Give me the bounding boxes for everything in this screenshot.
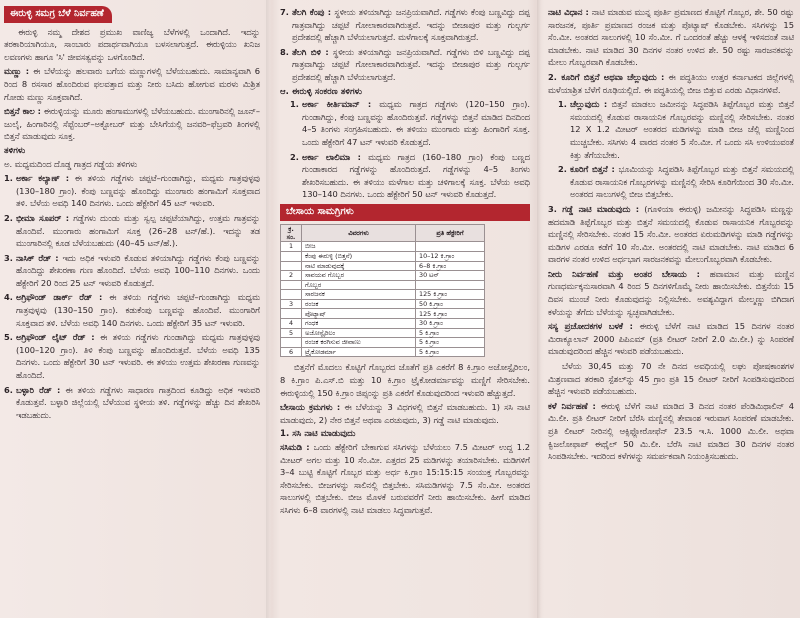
table-cell — [416, 242, 485, 252]
table-cell: 4 — [281, 319, 302, 329]
nursery-text: ಒಂದು ಹೆಕ್ಟೇರಿಗೆ ಬೇಕಾಗುವ ಸಸಿಗಳನ್ನು ಬೆಳೆಯಲು 7.5 ಮೀಟರ್ ಉದ್ದ 1.2 ಮೀಟರ್ ಅಗಲ ಮತ್ತು 10 ಸೆಂ.ಮೀ. ಎತ್ತರದ 25 ಮಡಿಗಳನ್ನು ತಯಾರಿಸಬೇಕು. ಮಡಿಗಳಿಗೆ 3–4 ಬುಟ್ಟಿ ಕೊಟ್ಟಿಗೆ ಗೊಬ್ಬರ ಮತ್ತು ಅರ್ಧ ಕಿ.ಗ್ರಾಂ 15:15:15 ಸಂಯುಕ್ತ ಗೊಬ್ಬರವನ್ನು ಸೇರಿಸಬೇಕು. ಬೀಜಗಳನ್ನು ಸಾಲಿನಲ್ಲಿ ಬಿತ್ತಬೇಕು. ಸಸಿಮಡಿಗಳನ್ನು 7.5 ಸೆಂ.ಮೀ. ಅಂತರದ ಸಾಲುಗಳಲ್ಲಿ ಬಿತ್ತಬೇಕು. ಬೀಜ ಮೊಳಕೆ ಬರುವವರೆಗೆ ನೀರು ಹಾಯಿಸಬೇಕು. ಹೀಗೆ ಮಾಡಿದ ಸಸಿಗಳು 6–8 ವಾರಗಳಲ್ಲಿ ನಾಟಿ ಮಾಡಲು ಸಿದ್ಧವಾಗುತ್ತವೆ. — [280, 442, 530, 515]
variety-num: 3. — [4, 252, 13, 263]
table-cell: ಗೊಬ್ಬರ — [302, 280, 416, 290]
table-row — [281, 280, 485, 290]
methods-text: ಈ ಬೆಳೆಯನ್ನು 3 ವಿಧಗಳಲ್ಲಿ ಬಿತ್ತನೆ ಮಾಡಬಹುದು. 1) ಸಸಿ ನಾಟಿ ಮಾಡುವುದು, 2) ನೇರ ಬಿತ್ತನೆ ಅಥವಾ ಎರಚುವುದು, 3) ಗಡ್ಡೆ ನಾಟಿ ಮಾಡುವುದು. — [280, 402, 530, 425]
table-cell: 5 ಕಿ.ಗ್ರಾಂ — [416, 347, 485, 357]
table-row — [281, 242, 485, 252]
column-3 — [548, 6, 794, 612]
variety-num: 4. — [4, 292, 13, 303]
materials-table-body — [281, 242, 485, 357]
varieties-heading: ತಳಿಗಳು — [4, 145, 26, 156]
transplant-text: ನಾಟಿ ಮಾಡುವ ಮುನ್ನ ಪೂರ್ತಿ ಪ್ರಮಾಣದ ಕೊಟ್ಟಿಗೆ ಗೊಬ್ಬರ, ಶೇ. 50 ರಷ್ಟು ಸಾರಜನಕ, ಪೂರ್ತಿ ಪ್ರಮಾಣದ ರಂಜಕ ಮತ್ತು ಪೊಟ್ಯಾಷ್ ಕೊಡಬೇಕು. ಸಸಿಗಳನ್ನು 15 ಸೆಂ.ಮೀ. ಅಂತರದ ಸಾಲುಗಳಲ್ಲಿ 10 ಸೆಂ.ಮೀ. ಗೆ ಒಂದರಂತೆ ಹೆಚ್ಚು ಆಳಕ್ಕೆ ಇಳಿಸದಂತೆ ನಾಟಿ ಮಾಡಬೇಕು. ನಾಟಿ ಮಾಡಿದ 30 ದಿನಗಳ ನಂತರ ಉಳಿದ ಶೇ. 50 ರಷ್ಟು ಸಾರಜನಕವನ್ನು ಮೇಲು ಗೊಬ್ಬರವಾಗಿ ಕೊಡಬೇಕು. — [548, 7, 794, 68]
sowing-item-text: ಭೂಮಿಯನ್ನು ಸಿದ್ಧಪಡಿಸಿ ತಿಪ್ಪೆಗೊಬ್ಬರ ಮತ್ತು ಬಿತ್ತನೆ ಸಮಯದಲ್ಲಿ ಕೊಡುವ ರಾಸಾಯನಿಕ ಗೊಬ್ಬರಗಳನ್ನು ಮಣ್ಣಿನಲ್ಲಿ ಸೇರಿಸಿ ಕೂರಿಗೆಯಿಂದ 30 ಸೆಂ.ಮೀ. ಅಂತರದ ಸಾಲುಗಳಲ್ಲಿ ಬೀಜ ಬಿತ್ತಬೇಕು. — [569, 164, 794, 200]
variety-item — [4, 172, 260, 210]
varieties-subheading: ಅ. ಮಧ್ಯಮದಿಂದ ದೊಡ್ಡ ಗಾತ್ರದ ಗಡ್ಡೆಯ ತಳಿಗಳು — [4, 158, 138, 169]
table-cell — [281, 251, 302, 261]
variety-num: 8. — [280, 46, 289, 57]
sowing-section — [548, 71, 794, 96]
table-cell — [281, 309, 302, 319]
variety-text: ಗಡ್ಡೆಗಳು ದುಂಡು ಮತ್ತು ಸ್ವಲ್ಪ ಚಪ್ಪಟೆಯಾಗಿದ್ದು, ಉತ್ತಮ ಗಾತ್ರವನ್ನು ಹೊಂದಿವೆ. ಮುಂಗಾರು ಹಂಗಾಮಿಗೆ ಸೂಕ್ತ (26–28 ಟನ್/ಹೆ.). ಇದನ್ನು ತಡ ಮುಂಗಾರಿನಲ್ಲಿ ಕೂಡ ಬೆಳೆಯಬಹುದು (40–45 ಟನ್/ಹೆ.). — [15, 212, 260, 249]
sowing-name: ಕೂರಿಗೆ ಬಿತ್ತನೆ : — [569, 164, 615, 175]
table-cell: 125 ಕಿ.ಗ್ರಾಂ — [416, 290, 485, 300]
variety-text: ಈ ತಳಿಯ ಗಡ್ಡೆಗಳು ಚಪ್ಪಟೆ–ಗುಂಡಾಗಿದ್ದು, ಮಧ್ಯಮ ಗಾತ್ರವುಳ್ಳವು (130–180 ಗ್ರಾಂ). ಕೆಂಪು ಬಣ್ಣವನ್ನು ಹೊಂದಿದ್ದು ಮುಂಗಾರು ಹಂಗಾಮಿಗೆ ಸೂಕ್ತವಾದ ತಳಿ. ಬೆಳೆಯ ಅವಧಿ 140 ದಿನಗಳು. ಒಂದು ಹೆಕ್ಟೇರಿಗೆ 45 ಟನ್ ಇಳುವರಿ. — [15, 173, 260, 209]
table-cell: 1 — [281, 242, 302, 252]
bulb-planting-text: (ಗೂಳಿಯಾ ಈರುಳ್ಳಿ) ಜಮೀನನ್ನು ಸಿದ್ಧಪಡಿಸಿ ಮಣ್ಣನ್ನು ಹದಮಾಡಿ ತಿಪ್ಪೆಗೊಬ್ಬರ ಮತ್ತು ಬಿತ್ತನೆ ಸಮಯದಲ್ಲಿ ಕೊಡುವ ರಾಸಾಯನಿಕ ಗೊಬ್ಬರವನ್ನು ಮಣ್ಣಿನಲ್ಲಿ ಸೇರಿಸಬೇಕು. ನಂತರ 15 ಸೆಂ.ಮೀ. ಅಂತರದ ಏರುಮಡಿಗಳನ್ನು ಮಾಡಿ ಗಡ್ಡೆಗಳನ್ನು ಮಡಿಗಳ ಎರಡೂ ಕಡೆಗೆ 10 ಸೆಂ.ಮೀ. ಅಂತರದಲ್ಲಿ ನಾಟಿ ಮಾಡಬೇಕು. ನಾಟಿ ಮಾಡಿದ 6 ವಾರಗಳ ನಂತರ ಉಳಿದ ಅರ್ಧಭಾಗ ಸಾರಜನಕವನ್ನು ಮೇಲುಗೊಬ್ಬರವಾಗಿ ಕೊಡಬೇಕು. — [548, 203, 794, 265]
soil-label: ಮಣ್ಣು : — [4, 66, 30, 77]
variety-text: ಸ್ಥಳೀಯ ತಳಿಯಾಗಿದ್ದು ಜನಪ್ರಿಯವಾಗಿದೆ. ಗಡ್ಡೆಗಳು ಬಿಳಿ ಬಣ್ಣವಿದ್ದು ದಪ್ಪ ಗಾತ್ರವಾಗಿದ್ದು ಚಪ್ಪಟೆ ಗೋಲಾಕಾರವಾಗಿರುತ್ತವೆ. ಇದನ್ನು ಬೀಜಾಪುರ ಮತ್ತು ಗುಲ್ಬರ್ಗ ಪ್ರದೇಶದಲ್ಲಿ ಹೆಚ್ಚಾಗಿ ಬೆಳೆಯಲಾಗುತ್ತದೆ. — [291, 46, 530, 82]
table-cell: ಟ್ರೈಕೋಡರ್ಮಾ — [302, 347, 416, 357]
variety-name: ಅಗ್ರಿಫೌಂಡ್ ಲೈಟ್ ರೆಡ್ : — [15, 332, 95, 343]
nursery-paragraph — [280, 441, 530, 517]
soil-paragraph — [4, 65, 260, 103]
variety-num: 7. — [280, 7, 289, 17]
table-cell — [281, 338, 302, 348]
table-row — [281, 328, 485, 338]
sowing-num: 1. — [558, 99, 567, 110]
table-cell — [281, 280, 302, 290]
table-cell: 30 ಕಿ.ಗ್ರಾಂ — [416, 319, 485, 329]
transplant-paragraph — [548, 6, 794, 69]
variety-num: 2. — [4, 212, 13, 223]
table-cell: 10–12 ಕಿ.ಗ್ರಾಂ — [416, 251, 485, 261]
variety-name: ಭೀಮಾ ಸೂಪರ್ : — [15, 212, 70, 223]
variety-name: ನಾಸಿಕ್ ರೆಡ್ : — [15, 252, 59, 263]
hormone-section — [548, 320, 794, 358]
table-header-cell: ಕ್ರ. ಸಂ. — [281, 224, 302, 242]
table-row — [281, 347, 485, 357]
nursery-heading: 1. ಸಸಿ ನಾಟಿ ಮಾಡುವುದು — [280, 429, 356, 440]
variety-name: ಅರ್ಕಾ ಕಲ್ಯಾಣ್ : — [15, 173, 70, 184]
table-row — [281, 271, 485, 281]
sowing-item-text: ಬಿತ್ತನೆ ಮಾಡಲು ಜಮೀನನ್ನು ಸಿದ್ಧಪಡಿಸಿ ತಿಪ್ಪೆಗೊಬ್ಬರ ಮತ್ತು ಬಿತ್ತನೆ ಸಮಯದಲ್ಲಿ ಕೊಡುವ ರಾಸಾಯನಿಕ ಗೊಬ್ಬರವನ್ನು ಮಣ್ಣಿನಲ್ಲಿ ಸೇರಿಸಬೇಕು. ನಂತರ 12 X 1.2 ಮೀಟರ್ ಅಂತರದ ಮಡಿಗಳನ್ನು ಮಾಡಿ ಬೀಜ ಚೆಲ್ಲಿ ಮಣ್ಣಿನಿಂದ ಮುಚ್ಚಬೇಕು. ಸಸಿಗಳು 4 ವಾರದ ನಂತರ 5 ಸೆಂ.ಮೀ. ಗೆ ಒಂದು ಸಸಿ ಉಳಿಯುವಂತೆ ಕಿತ್ತು ತೆಗೆಯಬೇಕು. — [569, 99, 794, 160]
variety-item — [4, 291, 260, 329]
table-row — [281, 251, 485, 261]
table-cell: 30 ಟನ್ — [416, 271, 485, 281]
water-heading: ನೀರು ನಿರ್ವಹಣೆ ಮತ್ತು ಅಂತರ ಬೇಸಾಯ : — [548, 268, 700, 279]
sowing-heading: 2. ಕೂರಿಗೆ ಬಿತ್ತನೆ ಅಥವಾ ಚೆಲ್ಲುವುದು : — [548, 71, 665, 82]
hybrid-name: ಅರ್ಕಾ ಲಾಲಿಮಾ : — [301, 151, 361, 162]
table-header-cell: ಪ್ರತಿ ಹೆಕ್ಟೇರಿಗೆ — [416, 224, 485, 242]
table-cell: 125 ಕಿ.ಗ್ರಾಂ — [416, 309, 485, 319]
table-cell: 6 — [281, 347, 302, 357]
nursery-label: ಸಸಿಮಡಿ : — [280, 442, 310, 452]
hybrid-heading: ಆ. ಈರುಳ್ಳಿ ಸಂಕರಣ ತಳಿಗಳು — [280, 86, 363, 97]
hormone-paragraph-2: ಬೆಳೆಯ 30,45 ಮತ್ತು 70 ನೇ ದಿನದ ಅವಧಿಯಲ್ಲಿ ಲಘು ಪೋಷಕಾಂಶಗಳ ಮಿಶ್ರಣವಾದ ತರಕಾರಿ ಸ್ಪೆಶಲ್‌ನ್ನು 45 ಗ್ರಾಂ ಪ್ರತಿ 15 ಲೀಟರ್ ನೀರಿಗೆ ಸಿಂಪಡಿಸುವುದರಿಂದ ಹೆಚ್ಚಿನ ಇಳುವರಿ ಪಡೆಯಬಹುದು. — [548, 361, 794, 397]
column-2 — [280, 6, 530, 612]
variety-text: ಈ ತಳಿಯ ಗಡ್ಡೆಗಳು ಚಪ್ಪಟೆ–ಗುಂಡಾಗಿದ್ದು ಮಧ್ಯಮ ಗಾತ್ರವುಳ್ಳವು (130–150 ಗ್ರಾಂ). ಕಡುಕೆಂಪು ಬಣ್ಣವನ್ನು ಹೊಂದಿವೆ. ಮುಂಗಾರಿಗೆ ಸೂಕ್ತವಾದ ತಳಿ. ಬೆಳೆಯ ಅವಧಿ 140 ದಿನಗಳು. ಒಂದು ಹೆಕ್ಟೇರಿಗೆ 35 ಟನ್ ಇಳುವರಿ. — [15, 292, 260, 328]
fold-line-left — [266, 0, 270, 618]
materials-heading: ಬೇಸಾಯ ಸಾಮಗ್ರಿಗಳು — [280, 204, 530, 221]
table-cell: 5 ಕಿ.ಗ್ರಾಂ — [416, 338, 485, 348]
water-section — [548, 268, 794, 318]
hybrid-name: ಅರ್ಕಾ ಕೀರ್ತಿಮಾನ್ : — [301, 99, 372, 110]
hybrid-num: 1. — [290, 99, 299, 110]
variety-name: ಅಗ್ರಿಫೌಂಡ್ ಡಾರ್ಕ್ ರೆಡ್ : — [15, 292, 103, 303]
methods-label: ಬೇಸಾಯ ಕ್ರಮಗಳು : — [280, 402, 341, 413]
variety-text: ಈ ತಳಿಯ ಗಡ್ಡೆಗಳು ಗುಂಡಾಗಿದ್ದು ಮಧ್ಯಮ ಗಾತ್ರವುಳ್ಳವು (100–120 ಗ್ರಾಂ). ತಿಳಿ ಕೆಂಪು ಬಣ್ಣವನ್ನು ಹೊಂದಿರುತ್ತವೆ. ಬೆಳೆಯ ಅವಧಿ 135 ದಿನಗಳು. ಒಂದು ಹೆಕ್ಟೇರಿಗೆ 30 ಟನ್ ಇಳುವರಿ. ಈ ತಳಿಯು ಉತ್ತಮ ಶೇಖರಣಾ ಗುಣವನ್ನು ಹೊಂದಿದೆ. — [15, 332, 260, 381]
table-cell: ಸಾರಜನಕ — [302, 290, 416, 300]
table-cell: ನಾಟಿ ಮಾಡುವುದಕ್ಕೆ — [302, 261, 416, 271]
variety-item — [4, 212, 260, 250]
variety-name: ಬಳ್ಳಾರಿ ರೆಡ್ : — [15, 384, 61, 395]
weed-section — [548, 400, 794, 463]
bulb-planting-section — [548, 203, 794, 266]
season-paragraph — [4, 105, 260, 143]
table-cell: ಸಾವಯವ ಗೊಬ್ಬರ — [302, 271, 416, 281]
variety-num: 1. — [4, 173, 13, 184]
table-row — [281, 299, 485, 309]
table-row — [281, 290, 485, 300]
variety-name: ತೆಲಗಿ ಕೆಂಪು : — [291, 7, 332, 17]
variety-item — [280, 46, 530, 84]
sowing-item — [558, 163, 794, 201]
hybrid-num: 2. — [290, 151, 299, 162]
materials-table — [280, 224, 485, 358]
table-cell: ಕೆಂಪು ಈರುಳ್ಳಿ (ಬಿತ್ತನೆ) — [302, 251, 416, 261]
intro-paragraph: ಈರುಳ್ಳಿ ನಮ್ಮ ದೇಶದ ಪ್ರಮುಖ ವಾಣಿಜ್ಯ ಬೆಳೆಗಳಲ್ಲಿ ಒಂದಾಗಿದೆ. ಇದನ್ನು ತರಕಾರಿಯಾಗಿಯೂ, ಸಾಂಬಾರು ಪದಾರ್ಥವಾಗಿಯೂ ಬಳಸಲಾಗುತ್ತದೆ. ಈರುಳ್ಳಿಯು ಖನಿಜ ಲವಣಗಳು ಹಾಗೂ 'ಸಿ' ಜೀವಸತ್ವವನ್ನು ಒಳಗೊಂಡಿದೆ. — [4, 26, 260, 62]
variety-name: ತೆಲಗಿ ಬಿಳಿ : — [291, 46, 329, 57]
table-cell: ಅಜೋಸ್ಪೈರಿಲಂ — [302, 328, 416, 338]
table-cell — [281, 290, 302, 300]
variety-text: ಇದು ಅಧಿಕ ಇಳುವರಿ ಕೊಡುವ ತಳಿಯಾಗಿದ್ದು ಗಡ್ಡೆಗಳು ಕೆಂಪು ಬಣ್ಣವನ್ನು ಹೊಂದಿದ್ದು ಶೇಖರಣಾ ಗುಣ ಹೊಂದಿದೆ. ಬೆಳೆಯ ಅವಧಿ 100–110 ದಿನಗಳು. ಒಂದು ಹೆಕ್ಟೇರಿಗೆ 20 ರಿಂದ 25 ಟನ್ ಇಳುವರಿ ಕೊಡುತ್ತದೆ. — [15, 252, 260, 288]
weed-heading: ಕಳೆ ನಿರ್ವಹಣೆ : — [548, 400, 596, 411]
soil-text: ಈ ಬೆಳೆಯನ್ನು ಹಲವಾರು ಬಗೆಯ ಮಣ್ಣುಗಳಲ್ಲಿ ಬೆಳೆಯಬಹುದು. ಸಾಮಾನ್ಯವಾಗಿ 6 ರಿಂದ 8 ರಸಸಾರ ಹೊಂದಿರುವ ಫಲವತ್ತಾದ ಮತ್ತು ನೀರು ಬಸಿದು ಹೋಗುವ ಮರಳು ಮಿಶ್ರಿತ ಗೋಡು ಮಣ್ಣು ಸೂಕ್ತವಾಗಿದೆ. — [4, 66, 260, 102]
season-label: ಬಿತ್ತನೆ ಕಾಲ : — [4, 106, 41, 117]
sowing-item — [558, 98, 794, 161]
hormone-text: ಈರುಳ್ಳಿ ಬೆಳೆಗೆ ನಾಟಿ ಮಾಡಿದ 15 ದಿನಗಳ ನಂತರ ಮಿರಾಕ್ಯೂಲಾನ್ 2000 ಪಿಪಿಎಮ್ (ಪ್ರತಿ ಲೀಟರ್ ನೀರಿಗೆ 2.0 ಮಿ.ಲೀ.) ನ್ನು ಸಿಂಪರಣೆ ಮಾಡುವುದರಿಂದ ಹೆಚ್ಚಿನ ಇಳುವರಿ ಪಡೆಯಬಹುದು. — [548, 321, 794, 357]
table-cell: 6–8 ಕಿ.ಗ್ರಾಂ — [416, 261, 485, 271]
season-text: ಈರುಳ್ಳಿಯನ್ನು ಮೂರು ಹಂಗಾಮುಗಳಲ್ಲಿ ಬೆಳೆಯಬಹುದು. ಮುಂಗಾರಿನಲ್ಲಿ ಜೂನ್–ಜುಲೈ, ಹಿಂಗಾರಿನಲ್ಲಿ ಸೆಪ್ಟೆಂಬರ್–ಅಕ್ಟೋಬರ್ ಮತ್ತು ಬೇಸಿಗೆಯಲ್ಲಿ ಜನವರಿ–ಫೆಬ್ರವರಿ ತಿಂಗಳಲ್ಲಿ ಬಿತ್ತನೆ ಮಾಡುವುದು ಸೂಕ್ತ. — [4, 106, 260, 142]
variety-text: ಸ್ಥಳೀಯ ತಳಿಯಾಗಿದ್ದು ಜನಪ್ರಿಯವಾಗಿದೆ. ಗಡ್ಡೆಗಳು ಕೆಂಪು ಬಣ್ಣವಿದ್ದು ದಪ್ಪ ಗಾತ್ರವಾಗಿದ್ದು ಚಪ್ಪಟೆ ಗೋಲಾಕಾರವಾಗಿರುತ್ತವೆ. ಇದನ್ನು ಬೀಜಾಪುರ ಮತ್ತು ಗುಲ್ಬರ್ಗ ಪ್ರದೇಶದಲ್ಲಿ ಹೆಚ್ಚಾಗಿ ಬೆಳೆಯಲಾಗುತ್ತದೆ. ಮಳೆಗಾಲಕ್ಕೆ ಸೂಕ್ತವಾಗಿರುತ್ತದೆ. — [291, 7, 530, 43]
leaflet-title: ಈರುಳ್ಳಿ ಸಮಗ್ರ ಬೆಳೆ ನಿರ್ವಹಣೆ — [4, 6, 112, 23]
table-cell: ಬೀಜ — [302, 242, 416, 252]
sowing-num: 2. — [558, 164, 567, 175]
column-1 — [4, 6, 260, 612]
hybrid-text: ಮಧ್ಯಮ ಗಾತ್ರದ ಗಡ್ಡೆಗಳು (120–150 ಗ್ರಾಂ). ಗುಂಡಾಗಿದ್ದು, ಕೆಂಪು ಬಣ್ಣವನ್ನು ಹೊಂದಿರುತ್ತವೆ. ಗಡ್ಡೆಗಳನ್ನು ಬಿತ್ತನೆ ಮಾಡಿದ ದಿನದಿಂದ 4–5 ತಿಂಗಳು ಸಂಗ್ರಹಿಸಬಹುದು. ಈ ತಳಿಯು ಮುಂಗಾರು ಮತ್ತು ಹಿಂಗಾರಿಗೆ ಸೂಕ್ತ. ಒಂದು ಹೆಕ್ಟೇರಿಗೆ 47 ಟನ್ ಇಳುವರಿ ಕೊಡುತ್ತದೆ. — [301, 99, 530, 147]
table-cell: 5 ಕಿ.ಗ್ರಾಂ — [416, 328, 485, 338]
table-header-row — [281, 224, 485, 242]
table-cell: ಗಂಧಕ — [302, 319, 416, 329]
water-text: ಹವಾಮಾನ ಮತ್ತು ಮಣ್ಣಿನ ಗುಣಧರ್ಮಕ್ಕನುಸಾರವಾಗಿ 4 ರಿಂದ 5 ದಿನಗಳಿಗೊಮ್ಮೆ ನೀರು ಹಾಯಿಸಬೇಕು. ಬಿತ್ತನೆಯ 15 ದಿವಸ ಮುಂಚೆ ನೀರು ಕೊಡುವುದನ್ನು ನಿಲ್ಲಿಸಬೇಕು. ಅವಶ್ಯವಿದ್ದಾಗ ಮೇಲ್ಮಣ್ಣು ಬಿಗಿದಾಗ ಕಳೆಯನ್ನು ತೆಗೆದು ಬೆಳೆಯನ್ನು ಸ್ವಚ್ಛವಾಗಿಡಬೇಕು. — [548, 268, 794, 317]
table-cell: 5 — [281, 328, 302, 338]
methods-paragraph — [280, 401, 530, 426]
table-cell: 2 — [281, 271, 302, 281]
variety-item — [4, 384, 260, 422]
variety-item — [4, 331, 260, 381]
table-cell — [281, 261, 302, 271]
table-cell: 50 ಕಿ.ಗ್ರಾಂ — [416, 299, 485, 309]
table-cell — [416, 280, 485, 290]
variety-text: ಈ ತಳಿಯ ಗಡ್ಡೆಗಳು ಸಾಧಾರಣ ಗಾತ್ರದಿಂದ ಕೂಡಿದ್ದು ಅಧಿಕ ಇಳುವರಿ ಕೊಡುತ್ತವೆ. ಬಳ್ಳಾರಿ ಜಿಲ್ಲೆಯಲ್ಲಿ ಬೆಳೆಯುವ ಸ್ಥಳೀಯ ತಳಿ. ಗಡ್ಡೆಗಳನ್ನು ಹೆಚ್ಚು ದಿನ ಶೇಖರಿಸಿ ಇಡಬಹುದು. — [15, 384, 260, 420]
variety-item — [280, 6, 530, 44]
hybrid-item — [290, 151, 530, 201]
table-cell: 3 — [281, 299, 302, 309]
table-row — [281, 338, 485, 348]
table-row — [281, 319, 485, 329]
table-row — [281, 261, 485, 271]
table-cell: ಪೊಟ್ಯಾಷ್ — [302, 309, 416, 319]
table-cell: ರಂಜಕ — [302, 299, 416, 309]
variety-item — [4, 252, 260, 290]
table-row — [281, 309, 485, 319]
sowing-text: ಈ ಪದ್ಧತಿಯು ಉತ್ತರ ಕರ್ನಾಟಕದ ಜಿಲ್ಲೆಗಳಲ್ಲಿ ಮಳೆಯಾಶ್ರಿತ ಬೆಳೆಗೆ ರೂಢಿಯಲ್ಲಿದೆ. ಈ ಪದ್ಧತಿಯಲ್ಲಿ ಬೀಜ ಬಿತ್ತುವ ಎರಡು ವಿಧಾನಗಳಿವೆ. — [548, 71, 794, 95]
fold-line-right — [537, 0, 541, 618]
hormone-heading: ಸಸ್ಯ ಪ್ರಚೋದಕಗಳ ಬಳಕೆ : — [548, 321, 633, 332]
table-cell: ರಂಜಕ ಕರಗಿಸುವ ಜೀವಾಣು — [302, 338, 416, 348]
hybrid-text: ಮಧ್ಯಮ ಗಾತ್ರದ (160–180 ಗ್ರಾಂ) ಕೆಂಪು ಬಣ್ಣದ ಗುಂಡಾಕಾರದ ಗಡ್ಡೆಗಳನ್ನು ಹೊಂದಿರುತ್ತದೆ. ಗಡ್ಡೆಗಳನ್ನು 4–5 ತಿಂಗಳು ಶೇಖರಿಸಬಹುದು. ಈ ತಳಿಯು ಮಳೆಗಾಲ ಮತ್ತು ಚಳಿಗಾಲಕ್ಕೆ ಸೂಕ್ತ. ಬೆಳೆಯ ಅವಧಿ 130–140 ದಿನಗಳು. ಒಂದು ಹೆಕ್ಟೇರಿಗೆ 50 ಟನ್ ಇಳುವರಿ ಕೊಡುತ್ತದೆ. — [301, 151, 530, 200]
weed-text: ಈರುಳ್ಳಿ ಬೆಳೆಗೆ ನಾಟಿ ಮಾಡಿದ 3 ದಿನದ ನಂತರ ಪೆಂಡಿಮಿಥಾಲಿನ್ 4 ಮಿ.ಲೀ. ಪ್ರತಿ ಲೀಟರ್ ನೀರಿಗೆ ಬೆರೆಸಿ ಮಣ್ಣಿನಲ್ಲಿ ತೇವಾಂಶ ಇರುವಾಗ ಸಿಂಪರಣೆ ಮಾಡಬೇಕು. ಪ್ರತಿ ಲೀಟರ್ ನೀರಿನಲ್ಲಿ ಆಕ್ಸಿಫ್ಲೋರೋಫೆನ್ 23.5 ಇ.ಸಿ. 1000 ಮಿ.ಲೀ. ಅಥವಾ ಕ್ವಿಜಲೋಫಾಪ್ ಈಥೈಲ್ 50 ಮಿ.ಲೀ. ಬೆರೆಸಿ ನಾಟಿ ಮಾಡಿದ 30 ದಿನಗಳ ನಂತರ ಸಿಂಪಡಿಸಬೇಕು. ಇದರಿಂದ ಕಳೆಗಳನ್ನು ಸಮರ್ಪಕವಾಗಿ ನಿಯಂತ್ರಿಸಬಹುದು. — [548, 400, 794, 462]
sowing-name: ಚೆಲ್ಲುವುದು : — [569, 99, 608, 110]
hybrid-item — [290, 98, 530, 148]
transplant-label: ನಾಟಿ ವಿಧಾನ : — [548, 7, 589, 17]
table-header-cell: ವಿವರಗಳು — [302, 224, 416, 242]
variety-num: 6. — [4, 384, 13, 395]
bulb-planting-heading: 3. ಗಡ್ಡೆ ನಾಟಿ ಮಾಡುವುದು : — [548, 203, 640, 214]
seed-treatment-paragraph: ಬಿತ್ತನೆಗೆ ಮೊದಲು ಕೊಟ್ಟಿಗೆ ಗೊಬ್ಬರದ ಜೊತೆಗೆ ಪ್ರತಿ ಎಕರೆಗೆ 8 ಕಿ.ಗ್ರಾಂ ಅಜೋಸ್ಪೈರಿಲಂ, 8 ಕಿ.ಗ್ರಾಂ ಪಿ.ಎಸ್.ಬಿ ಮತ್ತು 10 ಕಿ.ಗ್ರಾಂ ಟ್ರೈಕೋಡರ್ಮಾವನ್ನು ಮಣ್ಣಿಗೆ ಸೇರಿಸಬೇಕು. ಈರುಳ್ಳಿಯಲ್ಲಿ 150 ಕಿ.ಗ್ರಾಂ ಜಿಪ್ಸಂನ್ನು ಪ್ರತಿ ಎಕರೆಗೆ ಕೊಡುವುದರಿಂದ ಇಳುವರಿ ಹೆಚ್ಚುತ್ತದೆ. — [280, 362, 530, 398]
variety-num: 5. — [4, 332, 13, 343]
